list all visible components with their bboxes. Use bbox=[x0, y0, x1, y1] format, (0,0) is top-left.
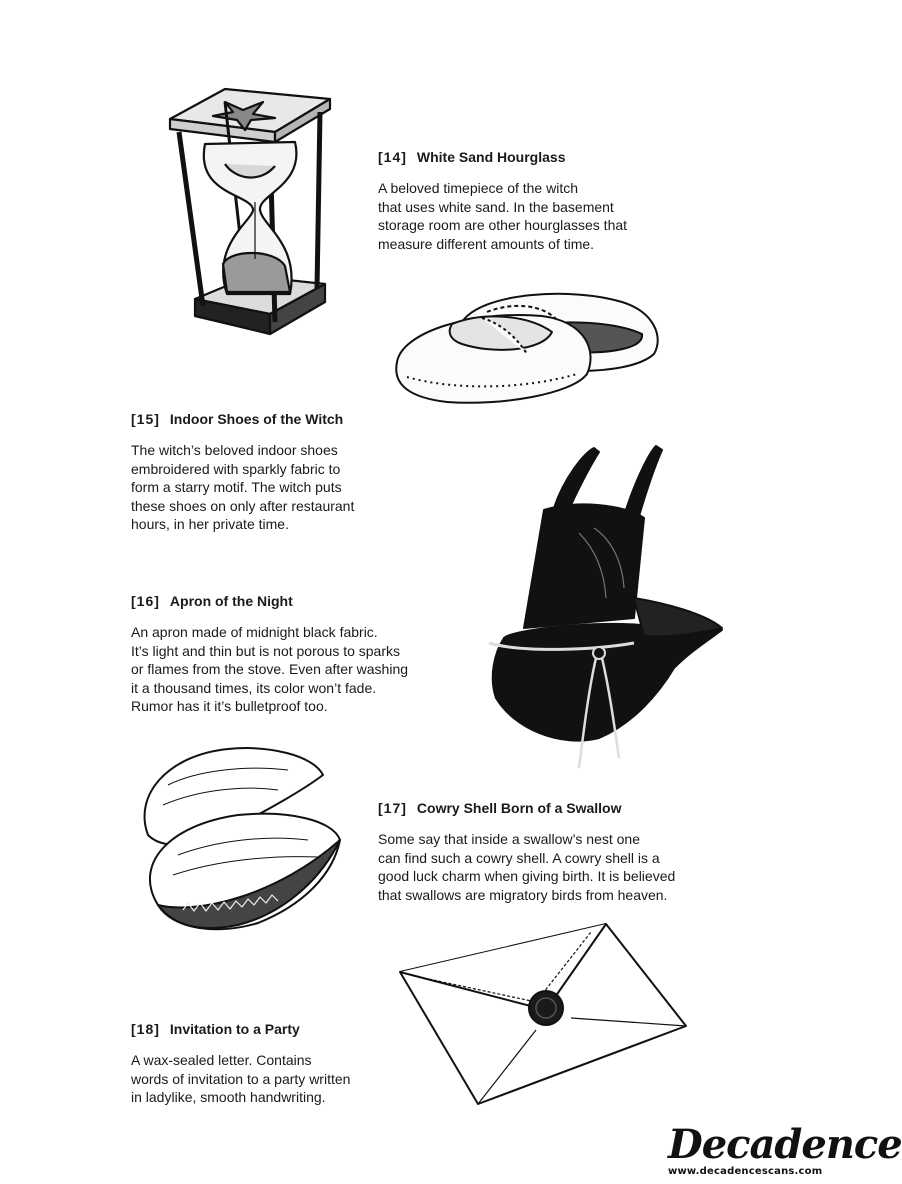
description-line: words of invitation to a party written bbox=[131, 1070, 351, 1087]
entry-number: [14] bbox=[378, 149, 407, 165]
description-line: that swallows are migratory birds from heaven. bbox=[378, 886, 668, 903]
description-line: can find such a cowry shell. A cowry shell is a bbox=[378, 849, 660, 866]
entry-heading bbox=[131, 410, 354, 428]
apron-icon bbox=[484, 438, 726, 770]
entry-title: White Sand Hourglass bbox=[416, 149, 566, 165]
entry-16 bbox=[131, 592, 408, 716]
description-line: in ladylike, smooth handwriting. bbox=[131, 1089, 326, 1105]
description-line: The witch’s beloved indoor shoes bbox=[131, 442, 338, 458]
entry-heading bbox=[378, 799, 675, 817]
entry-title: Cowry Shell Born of a Swallow bbox=[416, 800, 622, 816]
description-line: these shoes on only after restaurant bbox=[131, 497, 355, 514]
cowry-shell-icon bbox=[128, 745, 346, 940]
entry-description bbox=[131, 623, 408, 716]
entry-description bbox=[131, 441, 354, 534]
entry-heading bbox=[131, 1020, 350, 1038]
description-line: embroidered with sparkly fabric to bbox=[131, 460, 341, 477]
entry-number: [16] bbox=[131, 593, 160, 609]
description-line: it a thousand times, its color won’t fade. bbox=[131, 679, 377, 696]
description-line: or flames from the stove. Even after washing bbox=[131, 661, 409, 677]
description-line: Rumor has it it’s bulletproof too. bbox=[131, 698, 328, 714]
entry-description bbox=[131, 1051, 350, 1107]
watermark-brand: Decadence bbox=[668, 1121, 902, 1168]
entry-description bbox=[378, 179, 627, 253]
entry-17 bbox=[378, 799, 675, 904]
entry-number: [15] bbox=[131, 411, 160, 427]
entry-18 bbox=[131, 1020, 350, 1107]
description-line: Some say that inside a swallow’s nest one bbox=[378, 831, 640, 847]
entry-heading bbox=[378, 148, 627, 166]
description-line: measure different amounts of time. bbox=[378, 235, 595, 252]
entry-title: Invitation to a Party bbox=[169, 1021, 300, 1037]
description-line: form a starry motif. The witch puts bbox=[131, 479, 342, 495]
entry-title: Indoor Shoes of the Witch bbox=[169, 411, 344, 427]
description-line: that uses white sand. In the basement bbox=[378, 198, 614, 215]
watermark-url: www.decadencescans.com bbox=[668, 1166, 823, 1177]
entry-description bbox=[378, 830, 675, 904]
entry-14 bbox=[378, 148, 627, 253]
description-line: storage room are other hourglasses that bbox=[378, 217, 628, 233]
description-line: It’s light and thin but is not porous to sparks bbox=[131, 642, 401, 659]
sealed-envelope-icon bbox=[396, 920, 692, 1108]
description-line: A beloved timepiece of the witch bbox=[378, 180, 579, 196]
entry-15 bbox=[131, 410, 354, 534]
entry-heading bbox=[131, 592, 408, 610]
watermark bbox=[668, 1121, 902, 1178]
entry-number: [17] bbox=[378, 800, 407, 816]
description-line: A wax-sealed letter. Contains bbox=[131, 1052, 312, 1068]
description-line: hours, in her private time. bbox=[131, 516, 289, 532]
entry-title: Apron of the Night bbox=[169, 593, 293, 609]
hourglass-icon bbox=[165, 84, 340, 349]
slippers-icon bbox=[392, 282, 667, 410]
entry-number: [18] bbox=[131, 1021, 160, 1037]
description-line: An apron made of midnight black fabric. bbox=[131, 624, 378, 640]
description-line: good luck charm when giving birth. It is believed bbox=[378, 868, 676, 884]
